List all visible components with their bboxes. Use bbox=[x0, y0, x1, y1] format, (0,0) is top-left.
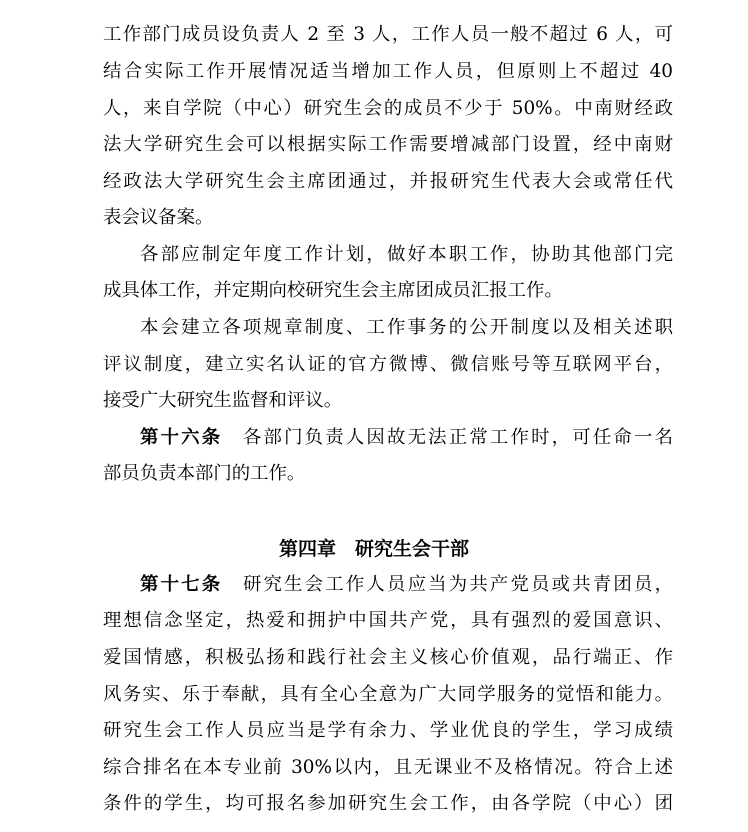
body-line: 爱国情感，积极弘扬和践行社会主义核心价值观，品行端正、作 bbox=[103, 647, 673, 668]
body-line: 结合实际工作开展情况适当增加工作人员，但原则上不超过 40 bbox=[103, 61, 673, 82]
article-16-label: 第十六条 bbox=[140, 427, 223, 448]
article-16-text: 各部门负责人因故无法正常工作时，可任命一名 bbox=[242, 427, 673, 448]
body-line: 评议制度，建立实名认证的官方微博、微信账号等互联网平台， bbox=[103, 354, 673, 375]
body-line: 风务实、乐于奉献，具有全心全意为广大同学服务的觉悟和能力。 bbox=[103, 684, 673, 705]
article-16-line bbox=[140, 420, 673, 457]
article-17-text: 研究生会工作人员应当为共产党员或共青团员， bbox=[242, 574, 673, 595]
body-line: 各部应制定年度工作计划，做好本职工作，协助其他部门完 bbox=[140, 244, 673, 265]
chapter-heading: 第四章 研究生会干部 bbox=[278, 538, 469, 560]
article-17-line bbox=[140, 567, 673, 604]
body-line: 接受广大研究生监督和评议。 bbox=[103, 390, 343, 411]
body-line: 综合排名在本专业前 30%以内，且无课业不及格情况。符合上述 bbox=[103, 757, 673, 778]
body-line: 理想信念坚定，热爱和拥护中国共产党，具有强烈的爱国意识、 bbox=[103, 610, 673, 631]
body-line: 条件的学生，均可报名参加研究生会工作，由各学院（中心）团 bbox=[103, 793, 673, 814]
body-line: 部员负责本部门的工作。 bbox=[103, 463, 306, 484]
body-line: 人，来自学院（中心）研究生会的成员不少于 50%。中南财经政 bbox=[103, 98, 673, 119]
body-line: 成具体工作，并定期向校研究生会主席团成员汇报工作。 bbox=[103, 280, 563, 301]
body-line: 工作部门成员设负责人 2 至 3 人，工作人员一般不超过 6 人，可 bbox=[103, 24, 673, 45]
article-17-label: 第十七条 bbox=[140, 574, 223, 595]
body-line: 经政法大学研究生会主席团通过，并报研究生代表大会或常任代 bbox=[103, 171, 673, 192]
body-line: 本会建立各项规章制度、工作事务的公开制度以及相关述职 bbox=[140, 317, 673, 338]
body-line: 研究生会工作人员应当是学有余力、学业优良的学生，学习成绩 bbox=[103, 720, 673, 741]
body-line: 表会议备案。 bbox=[103, 207, 214, 228]
body-line: 法大学研究生会可以根据实际工作需要增减部门设置，经中南财 bbox=[103, 134, 673, 155]
